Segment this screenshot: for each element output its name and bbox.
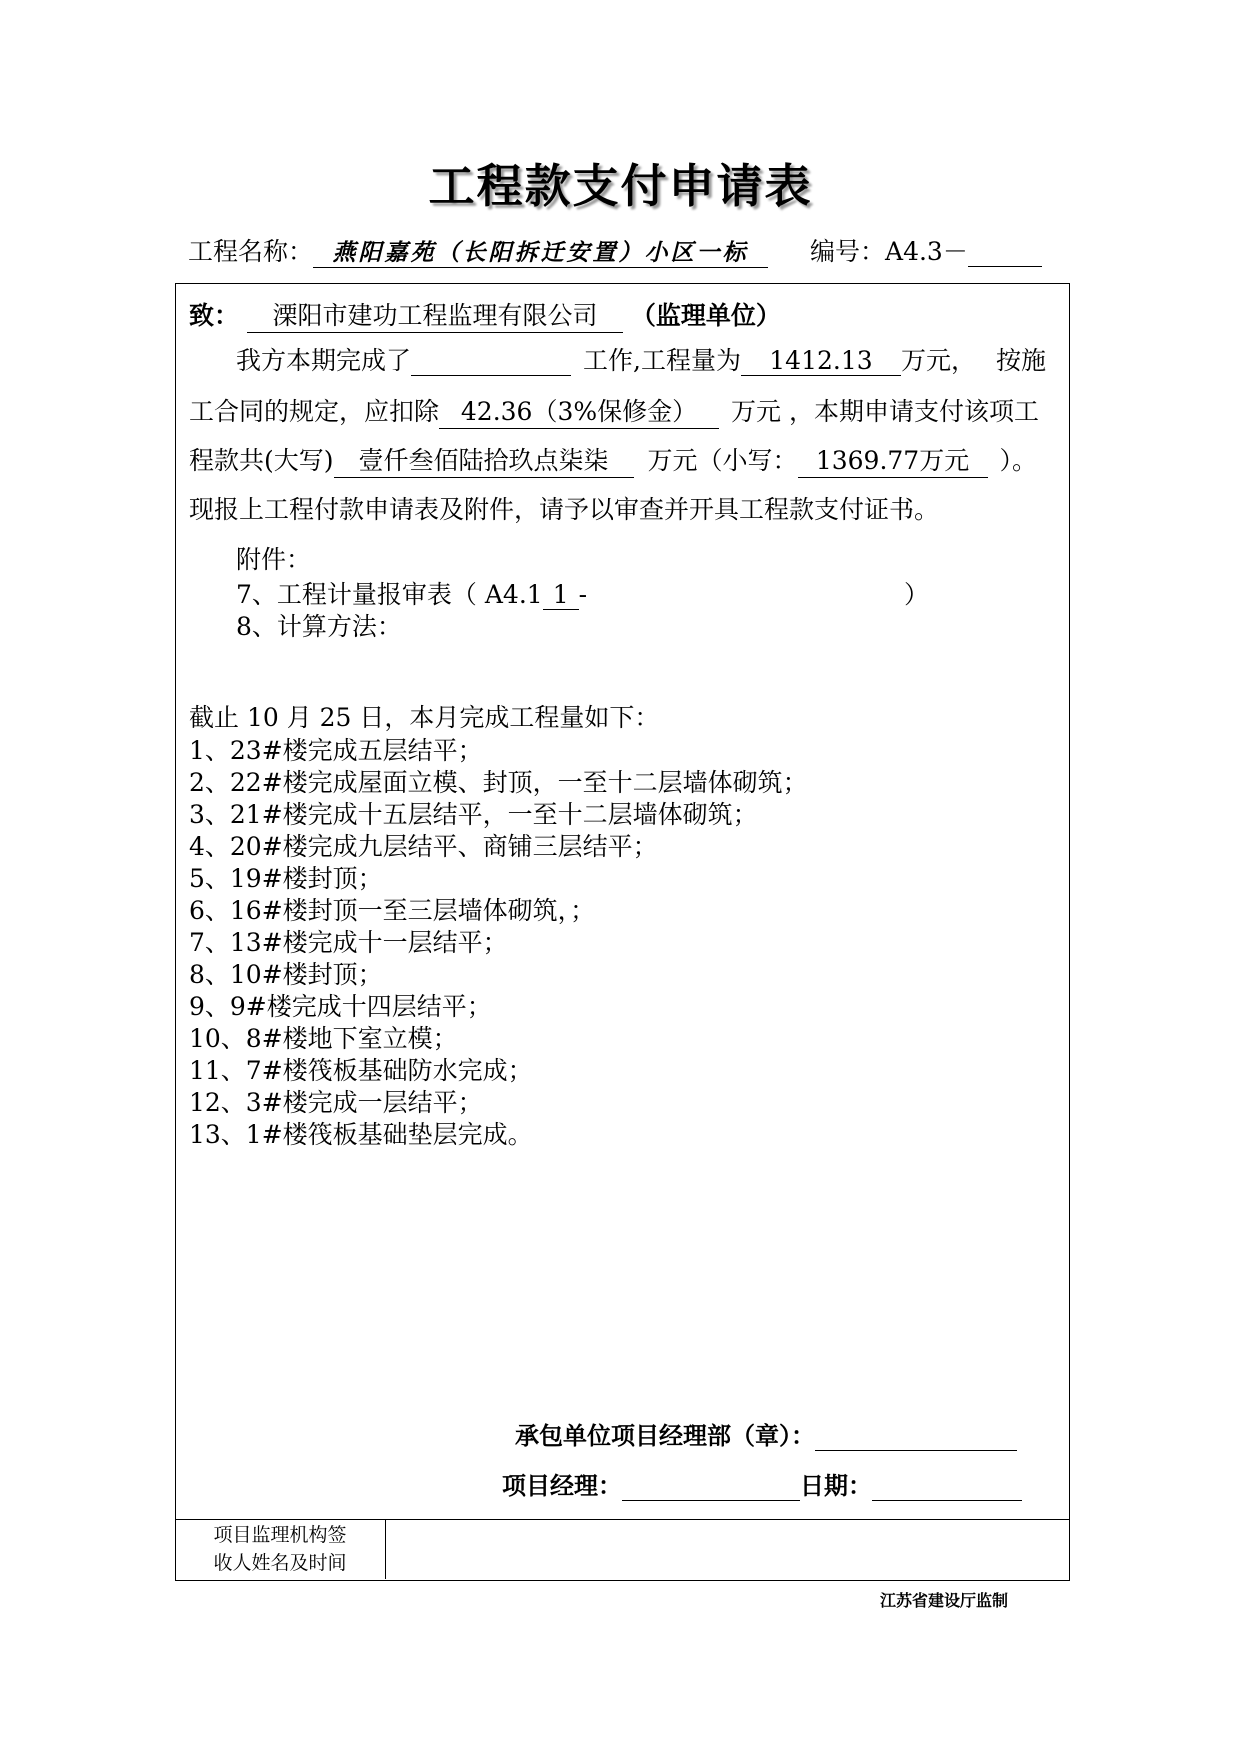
body-text: 万元（小写： bbox=[647, 446, 798, 475]
receipt-label bbox=[176, 1521, 384, 1577]
amount-uppercase: 壹仟叁佰陆拾玖点柒柒 bbox=[334, 441, 634, 478]
work-blank bbox=[411, 346, 571, 376]
progress-item: 8、10#楼封顶； bbox=[189, 960, 383, 989]
attachment-text: - bbox=[578, 580, 588, 609]
body-text: 工作,工程量为 bbox=[583, 346, 741, 375]
progress-item: 12、3#楼完成一层结平； bbox=[189, 1088, 483, 1117]
project-name-label: 工程名称： bbox=[188, 237, 314, 266]
body-text: 按施 bbox=[995, 346, 1046, 375]
body-text: 工合同的规定，应扣除 bbox=[189, 397, 440, 426]
body-text: 万元 ，本期申请支付该项工 bbox=[731, 397, 1039, 426]
progress-item: 1、23#楼完成五层结平； bbox=[189, 736, 483, 765]
receipt-label-line: 项目监理机构签 bbox=[213, 1524, 347, 1546]
progress-item: 3、21#楼完成十五层结平，一至十二层墙体砌筑； bbox=[189, 800, 758, 829]
body-line-4: 现报上工程付款申请表及附件，请予以审查并开具工程款支付证书。 bbox=[189, 495, 940, 524]
amount-lowercase: 1369.77万元 bbox=[798, 441, 988, 478]
attachment-item-8: 8、计算方法： bbox=[236, 612, 402, 641]
body-text: 程款共(大写) bbox=[189, 446, 334, 475]
progress-item: 5、19#楼封顶； bbox=[189, 864, 383, 893]
date-label: 日期： bbox=[800, 1472, 872, 1500]
progress-intro: 截止 10 月 25 日，本月完成工程量如下： bbox=[189, 703, 660, 732]
progress-item: 11、7#楼筏板基础防水完成； bbox=[189, 1056, 533, 1085]
attachments-heading: 附件： bbox=[236, 545, 312, 574]
progress-item: 13、1#楼筏板基础垫层完成。 bbox=[189, 1120, 533, 1149]
project-name-row bbox=[188, 232, 768, 268]
form-number-value: A4.3－ bbox=[885, 237, 968, 266]
body-line-1 bbox=[236, 341, 1046, 377]
receipt-column-divider bbox=[385, 1519, 386, 1579]
supervisor-role: （监理单位） bbox=[630, 301, 781, 330]
project-name-value: 燕阳嘉苑（长阳拆迁安置）小区一标 bbox=[313, 234, 768, 268]
body-text: 我方本期完成了 bbox=[236, 346, 412, 375]
manager-date-row bbox=[502, 1466, 1022, 1501]
addressee-prefix: 致： bbox=[189, 301, 240, 330]
body-line-2 bbox=[189, 392, 1039, 429]
receipt-signature-field bbox=[390, 1525, 1065, 1575]
form-title: 工程款支付申请表 bbox=[428, 159, 813, 213]
attachment-item-7-close: ） bbox=[904, 580, 930, 609]
attachment-item-7 bbox=[236, 575, 587, 611]
progress-item: 2、22#楼完成屋面立模、封顶，一至十二层墙体砌筑； bbox=[189, 768, 808, 797]
progress-item: 10、8#楼地下室立模； bbox=[189, 1024, 458, 1053]
contractor-dept-signature-row bbox=[515, 1416, 1017, 1451]
date-blank bbox=[872, 1472, 1022, 1501]
addressee-line bbox=[189, 296, 781, 333]
project-manager-label: 项目经理： bbox=[502, 1472, 622, 1500]
contractor-dept-signature-blank bbox=[815, 1422, 1017, 1451]
deduction-value: 42.36（3%保修金） bbox=[439, 392, 719, 429]
progress-item: 6、16#楼封顶一至三层墙体砌筑，； bbox=[189, 896, 596, 925]
progress-item: 4、20#楼完成九层结平、商铺三层结平； bbox=[189, 832, 658, 861]
project-manager-signature-blank bbox=[622, 1472, 800, 1501]
progress-item: 9、9#楼完成十四层结平； bbox=[189, 992, 492, 1021]
quantity-value: 1412.13 bbox=[741, 346, 901, 376]
attachment-text: 7、工程计量报审表（ A4.1 bbox=[236, 580, 543, 609]
attachment-7-number: 1 bbox=[543, 580, 579, 610]
body-text: ）。 bbox=[999, 446, 1038, 475]
form-number-row bbox=[810, 232, 1042, 268]
receipt-divider bbox=[175, 1519, 1070, 1520]
receipt-label-line: 收人姓名及时间 bbox=[213, 1552, 347, 1574]
body-text: 万元， bbox=[900, 346, 976, 375]
issuer-footer: 江苏省建设厅监制 bbox=[880, 1591, 1009, 1610]
form-number-blank bbox=[968, 237, 1042, 267]
form-number-label: 编号： bbox=[810, 237, 886, 266]
supervisor-company: 溧阳市建功工程监理有限公司 bbox=[247, 296, 623, 333]
contractor-dept-label: 承包单位项目经理部（章）： bbox=[515, 1422, 815, 1450]
body-line-3 bbox=[189, 441, 1037, 478]
progress-item: 7、13#楼完成十一层结平； bbox=[189, 928, 508, 957]
